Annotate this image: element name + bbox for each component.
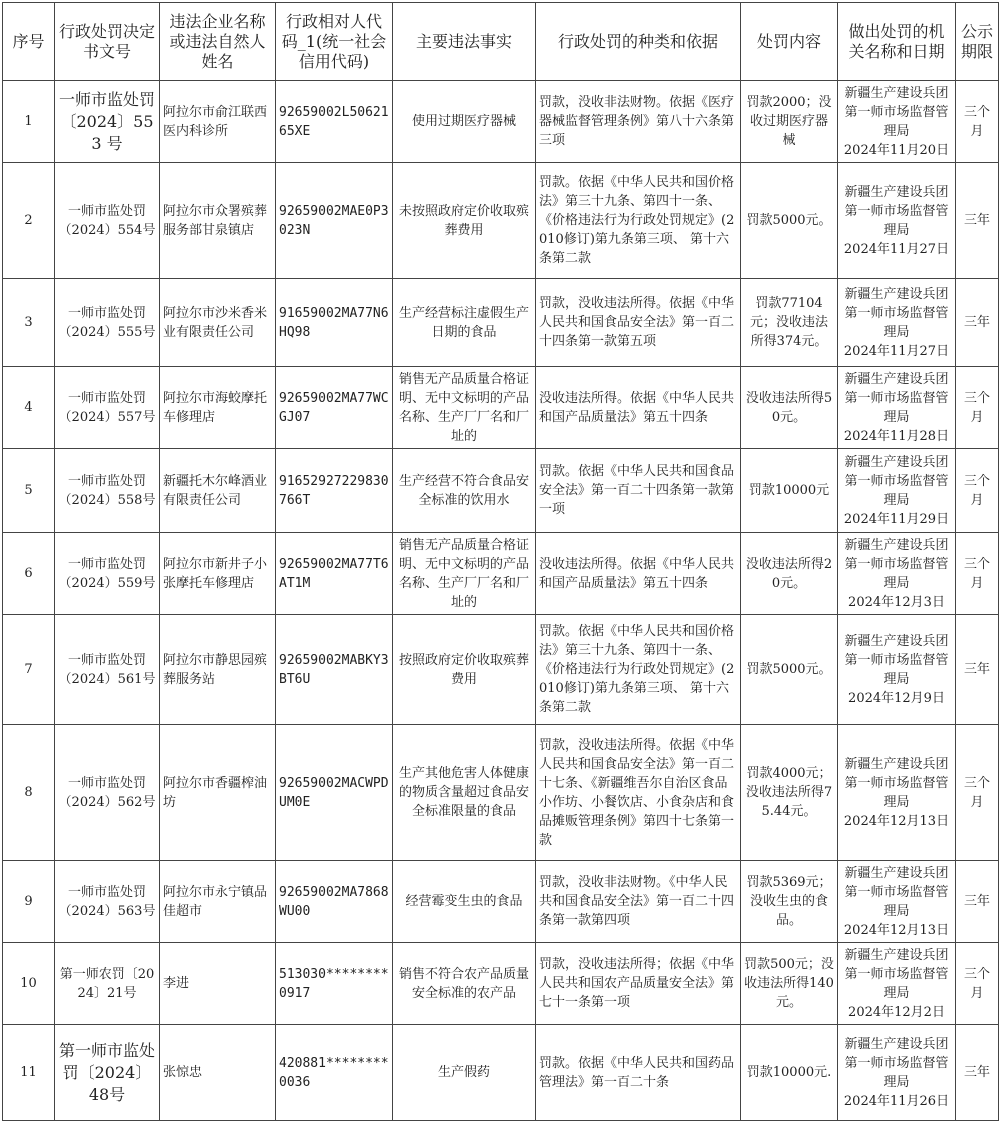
cell-party: [160, 533, 276, 615]
cell-code: [276, 861, 393, 943]
cell-party-text: 阿拉尔市香疆榨油坊: [163, 775, 268, 810]
cell-basis: [536, 533, 741, 615]
cell-seq-text: 1: [24, 114, 33, 129]
cell-basis: [536, 1025, 741, 1121]
penalty-date: 2024年11月20日: [843, 142, 950, 158]
cell-content: [741, 861, 838, 943]
penalty-date: 2024年12月13日: [843, 813, 950, 829]
cell-period: [956, 615, 999, 725]
cell-period-text: 三年: [963, 894, 990, 909]
cell-content: [741, 367, 838, 449]
cell-party-text: 阿拉尔市沙米香米业有限责任公司: [163, 305, 268, 340]
cell-party-text: 阿拉尔市静思园殡葬服务站: [163, 652, 268, 687]
cell-basis: [536, 861, 741, 943]
cell-period-text: 三个月: [963, 775, 990, 810]
cell-code: [276, 81, 393, 163]
cell-doc-no: [55, 279, 160, 367]
header-fact: 主要违法事实: [393, 3, 536, 81]
cell-fact-text: 销售无产品质量合格证明、无中文标明的产品名称、生产厂厂名和厂址的: [398, 537, 529, 610]
cell-fact-text: 销售无产品质量合格证明、无中文标明的产品名称、生产厂厂名和厂址的: [398, 371, 529, 444]
cell-content: [741, 1025, 838, 1121]
cell-doc-no-text: 一师市监处罚（2024）555号: [58, 305, 156, 340]
cell-fact: [393, 943, 536, 1025]
cell-code: [276, 279, 393, 367]
cell-seq: [3, 725, 55, 861]
cell-org: [838, 725, 956, 861]
cell-code: [276, 367, 393, 449]
cell-code-text: 92659002MA77WCGJ07: [279, 390, 389, 425]
cell-content: [741, 81, 838, 163]
cell-org: [838, 81, 956, 163]
cell-fact: [393, 367, 536, 449]
cell-seq: [3, 861, 55, 943]
cell-basis: [536, 943, 741, 1025]
penalty-date: 2024年11月26日: [843, 1093, 950, 1109]
table-row: [3, 163, 999, 279]
cell-content: [741, 725, 838, 861]
cell-code-text: 420881********0036: [279, 1055, 389, 1090]
cell-fact: [393, 1025, 536, 1121]
cell-basis-text: 罚款，没收非法财物。《中华人民共和国食品安全法》第一百二十四条第一款第四项: [539, 875, 735, 928]
org-name: 新疆生产建设兵团第一师市场监督管理局: [844, 756, 949, 810]
cell-basis: [536, 279, 741, 367]
org-name: 新疆生产建设兵团第一师市场监督管理局: [844, 633, 949, 687]
cell-period-text: 三个月: [963, 473, 990, 508]
cell-fact: [393, 725, 536, 861]
cell-party: [160, 367, 276, 449]
cell-code-text: 92659002L5062165XE: [279, 104, 389, 139]
cell-period-text: 三个月: [963, 390, 990, 425]
cell-seq-text: 8: [24, 785, 33, 800]
cell-doc-no-text: 第一师市监处罚〔2024〕48号: [58, 1040, 155, 1104]
cell-fact-text: 经营霉变生虫的食品: [405, 894, 523, 909]
cell-party-text: 李进: [163, 976, 190, 991]
cell-fact-text: 生产经营不符合食品安全标准的饮用水: [398, 473, 529, 508]
cell-seq-text: 6: [24, 566, 33, 581]
cell-content: [741, 615, 838, 725]
cell-party: [160, 615, 276, 725]
cell-code: [276, 449, 393, 533]
cell-seq: [3, 449, 55, 533]
cell-basis-text: 罚款，没收违法所得。依据《中华人民共和国食品安全法》第一百二十七条、《新疆维吾尔自治区食品小作坊、小餐饮店、小食杂店和食品摊贩管理条例》第四十七条第一款: [539, 737, 735, 848]
cell-content: [741, 279, 838, 367]
cell-seq-text: 5: [24, 483, 33, 498]
cell-period-text: 三年: [963, 662, 990, 677]
cell-org: [838, 861, 956, 943]
table-row: [3, 81, 999, 163]
cell-code-text: 92659002MA77T6AT1M: [279, 556, 389, 591]
cell-code-text: 92659002MAE0P3023N: [279, 203, 389, 238]
cell-party: [160, 81, 276, 163]
cell-period: [956, 725, 999, 861]
org-name: 新疆生产建设兵团第一师市场监督管理局: [844, 286, 949, 340]
cell-fact: [393, 279, 536, 367]
cell-fact: [393, 861, 536, 943]
cell-seq-text: 10: [20, 976, 37, 991]
penalty-date: 2024年12月3日: [848, 594, 945, 610]
cell-basis-text: 罚款。依据《中华人民共和国价格法》第三十九条、第四十一条、《价格违法行为行政处罚规定》(2010修订)第九条第三项、 第十六条第二款: [539, 624, 735, 715]
table-row: [3, 1025, 999, 1121]
cell-code: [276, 163, 393, 279]
cell-content-text: 没收违法所得50元。: [745, 390, 833, 425]
cell-basis: [536, 615, 741, 725]
cell-content-text: 罚款5000元。: [746, 213, 832, 228]
cell-basis-text: 罚款。依据《中华人民共和国价格法》第三十九条、第四十一条、《价格违法行为行政处罚规定》(2010修订)第九条第三项、 第十六条第二款: [539, 175, 735, 266]
table-row: [3, 279, 999, 367]
cell-basis: [536, 163, 741, 279]
cell-doc-no-text: 一师市监处罚（2024）557号: [58, 390, 156, 425]
header-seq: 序号: [3, 3, 55, 81]
cell-code: [276, 615, 393, 725]
org-name: 新疆生产建设兵团第一师市场监督管理局: [844, 184, 949, 238]
cell-seq: [3, 279, 55, 367]
cell-seq-text: 4: [24, 400, 33, 415]
table-row: [3, 943, 999, 1025]
cell-party-text: 张惊忠: [163, 1065, 203, 1080]
cell-period-text: 三年: [963, 1065, 990, 1080]
cell-code-text: 91659002MA77N6HQ98: [279, 305, 389, 340]
cell-fact: [393, 163, 536, 279]
cell-org: [838, 449, 956, 533]
cell-period-text: 三个月: [963, 556, 990, 591]
cell-doc-no: [55, 943, 160, 1025]
table-body: [3, 81, 999, 1121]
cell-fact-text: 使用过期医疗器械: [411, 114, 516, 129]
cell-basis: [536, 449, 741, 533]
penalty-date: 2024年11月27日: [843, 241, 950, 257]
cell-content-text: 罚款5369元；没收生虫的食品。: [746, 875, 832, 928]
cell-code: [276, 725, 393, 861]
cell-content-text: 罚款10000元.: [746, 1065, 832, 1080]
cell-doc-no: [55, 367, 160, 449]
cell-content-text: 罚款77104元；没收违法所得374元。: [749, 296, 828, 349]
cell-org: [838, 943, 956, 1025]
cell-fact: [393, 615, 536, 725]
org-name: 新疆生产建设兵团第一师市场监督管理局: [844, 865, 949, 919]
cell-fact: [393, 449, 536, 533]
cell-org: [838, 1025, 956, 1121]
table-row: [3, 533, 999, 615]
cell-code: [276, 533, 393, 615]
cell-code-text: 92659002MA7868WU00: [279, 884, 389, 919]
penalty-table: [2, 2, 999, 1121]
org-name: 新疆生产建设兵团第一师市场监督管理局: [844, 537, 949, 591]
org-name: 新疆生产建设兵团第一师市场监督管理局: [844, 454, 949, 508]
cell-doc-no: [55, 449, 160, 533]
header-period: 公示期限: [956, 3, 999, 81]
cell-org: [838, 163, 956, 279]
cell-content-text: 罚款2000；没收过期医疗器械: [746, 95, 832, 148]
cell-fact-text: 生产其他危害人体健康的物质含量超过食品安全标准限量的食品: [398, 766, 529, 819]
cell-basis-text: 罚款，没收非法财物。依据《医疗器械监督管理条例》第八十六条第 三项: [539, 95, 735, 148]
cell-content-text: 罚款10000元: [748, 483, 830, 498]
cell-doc-no: [55, 725, 160, 861]
cell-period: [956, 449, 999, 533]
cell-party: [160, 725, 276, 861]
header-row: [3, 3, 999, 81]
cell-party: [160, 163, 276, 279]
cell-period-text: 三年: [963, 315, 990, 330]
table-row: [3, 615, 999, 725]
cell-party-text: 阿拉尔市海蛟摩托车修理店: [163, 390, 268, 425]
penalty-date: 2024年11月27日: [843, 343, 950, 359]
cell-party-text: 阿拉尔市众署殡葬服务部甘泉镇店: [163, 203, 268, 238]
cell-seq: [3, 81, 55, 163]
cell-doc-no: [55, 533, 160, 615]
cell-basis-text: 没收违法所得。依据《中华人民共和国产品质量法》第五十四条: [539, 556, 735, 591]
header-org: 做出处罚的机关名称和日期: [838, 3, 956, 81]
penalty-date: 2024年12月9日: [848, 690, 945, 706]
cell-fact-text: 未按照政府定价收取殡葬费用: [398, 203, 529, 238]
cell-basis-text: 罚款。依据《中华人民共和国药品管理法》第一百二十条: [539, 1055, 735, 1090]
cell-fact-text: 销售不符合农产品质量安全标准的农产品: [398, 966, 529, 1001]
cell-seq-text: 2: [24, 213, 33, 228]
cell-content: [741, 943, 838, 1025]
header-doc-no: 行政处罚决定书文号: [55, 3, 160, 81]
cell-basis-text: 罚款，没收违法所得；依据《中华人民共和国农产品质量安全法》第七十一条第一项: [539, 957, 735, 1010]
cell-period: [956, 943, 999, 1025]
cell-period: [956, 81, 999, 163]
cell-doc-no-text: 一师市监处罚（2024）561号: [58, 652, 156, 687]
cell-code: [276, 943, 393, 1025]
cell-doc-no: [55, 163, 160, 279]
cell-content: [741, 449, 838, 533]
penalty-date: 2024年12月13日: [843, 922, 950, 938]
cell-seq-text: 11: [20, 1065, 37, 1080]
cell-seq: [3, 1025, 55, 1121]
cell-seq: [3, 163, 55, 279]
cell-org: [838, 615, 956, 725]
cell-basis: [536, 725, 741, 861]
cell-org: [838, 533, 956, 615]
cell-code: [276, 1025, 393, 1121]
cell-doc-no: [55, 81, 160, 163]
cell-period: [956, 367, 999, 449]
cell-seq: [3, 367, 55, 449]
cell-basis-text: 罚款，没收违法所得。依据《中华人民共和国食品安全法》第一百二十四条第一款第五项: [539, 296, 735, 349]
header-basis: 行政处罚的种类和依据: [536, 3, 741, 81]
cell-content-text: 罚款4000元；没收违法所得75.44元。: [745, 766, 833, 819]
cell-doc-no: [55, 615, 160, 725]
table-row: [3, 861, 999, 943]
penalty-date: 2024年11月29日: [843, 511, 950, 527]
cell-basis: [536, 81, 741, 163]
cell-content-text: 罚款500元；没收违法所得140元。: [744, 957, 834, 1010]
penalty-date: 2024年12月2日: [848, 1004, 945, 1020]
org-name: 新疆生产建设兵团第一师市场监督管理局: [844, 947, 949, 1001]
cell-code-text: 92659002MACWPDUM0E: [279, 775, 389, 810]
cell-seq: [3, 615, 55, 725]
table-row: [3, 367, 999, 449]
cell-party-text: 阿拉尔市永宁镇品佳超市: [163, 884, 268, 919]
cell-seq-text: 7: [24, 662, 33, 677]
cell-seq-text: 3: [24, 315, 33, 330]
cell-doc-no: [55, 861, 160, 943]
cell-fact-text: 按照政府定价收取殡葬 费用: [398, 652, 529, 687]
cell-content: [741, 163, 838, 279]
cell-content-text: 罚款5000元。: [746, 662, 832, 677]
cell-org: [838, 279, 956, 367]
penalty-date: 2024年11月28日: [843, 428, 950, 444]
table-row: [3, 725, 999, 861]
cell-fact-text: 生产假药: [437, 1065, 490, 1080]
cell-doc-no-text: 一师市监处罚〔2024〕553 号: [58, 89, 155, 153]
org-name: 新疆生产建设兵团第一师市场监督管理局: [844, 85, 949, 139]
cell-period-text: 三个月: [963, 104, 990, 139]
cell-party: [160, 449, 276, 533]
cell-party-text: 阿拉尔市俞江联西医内科诊所: [163, 104, 268, 139]
cell-content-text: 没收违法所得20元。: [745, 556, 833, 591]
cell-period-text: 三年: [963, 213, 990, 228]
cell-seq-text: 9: [24, 894, 33, 909]
cell-period: [956, 279, 999, 367]
cell-seq: [3, 943, 55, 1025]
cell-code-text: 92659002MABKY3BT6U: [279, 652, 389, 687]
cell-basis: [536, 367, 741, 449]
cell-party-text: 新疆托木尔峰酒业有限责任公司: [163, 473, 268, 508]
cell-party: [160, 279, 276, 367]
cell-content: [741, 533, 838, 615]
cell-party: [160, 861, 276, 943]
cell-doc-no-text: 一师市监处罚（2024）559号: [58, 556, 156, 591]
org-name: 新疆生产建设兵团第一师市场监督管理局: [844, 1036, 949, 1090]
table-row: [3, 449, 999, 533]
cell-doc-no-text: 第一师农罚〔2024〕21号: [59, 966, 155, 1001]
cell-period: [956, 1025, 999, 1121]
cell-doc-no-text: 一师市监处罚（2024）562号: [58, 775, 156, 810]
cell-basis-text: 罚款。依据《中华人民共和国食品安全法》第一百二十四条第一款第一项: [539, 464, 735, 517]
cell-code-text: 513030********0917: [279, 966, 389, 1001]
cell-period: [956, 861, 999, 943]
org-name: 新疆生产建设兵团第一师市场监督管理局: [844, 371, 949, 425]
cell-doc-no-text: 一师市监处罚（2024）558号: [58, 473, 156, 508]
cell-doc-no-text: 一师市监处罚（2024）554号: [58, 203, 156, 238]
cell-party: [160, 1025, 276, 1121]
cell-period: [956, 163, 999, 279]
cell-org: [838, 367, 956, 449]
header-party: 违法企业名称或违法自然人姓名: [160, 3, 276, 81]
cell-party: [160, 943, 276, 1025]
cell-seq: [3, 533, 55, 615]
cell-doc-no: [55, 1025, 160, 1121]
cell-fact: [393, 81, 536, 163]
header-content: 处罚内容: [741, 3, 838, 81]
cell-period-text: 三个月: [963, 966, 990, 1001]
header-code: 行政相对人代码_1(统一社会信用代码): [276, 3, 393, 81]
cell-fact-text: 生产经营标注虚假生产日期的食品: [398, 305, 529, 340]
cell-basis-text: 没收违法所得。依据《中华人民共和国产品质量法》第五十四条: [539, 390, 735, 425]
cell-code-text: 91652927229830766T: [279, 473, 389, 508]
cell-period: [956, 533, 999, 615]
cell-fact: [393, 533, 536, 615]
cell-doc-no-text: 一师市监处罚（2024）563号: [58, 884, 156, 919]
cell-party-text: 阿拉尔市新井子小张摩托车修理店: [163, 556, 268, 591]
